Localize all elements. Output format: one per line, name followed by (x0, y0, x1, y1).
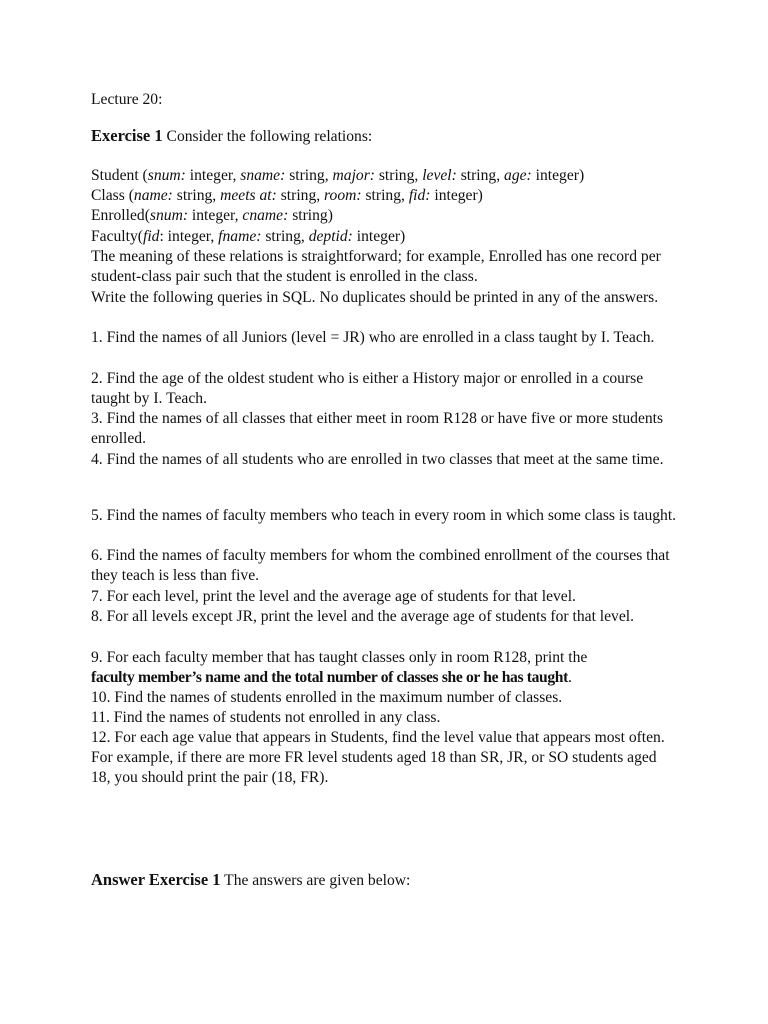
relation-student: Student (snum: integer, sname: string, major: string, level: string, age: integer) (91, 167, 585, 184)
relation-enrolled: Enrolled(snum: integer, cname: string) (91, 207, 333, 224)
relation-faculty: Faculty(fid: integer, fname: string, deptid: integer) (91, 228, 406, 245)
query-item-continuation (91, 668, 691, 688)
attr-name: snum: (147, 167, 186, 184)
attr-type: string, (285, 167, 333, 184)
answer-heading (91, 870, 691, 891)
attr-type: string, (276, 187, 325, 204)
attr-name: fid (142, 228, 160, 245)
attr-type: string, (374, 167, 423, 184)
attr-type: : integer, (159, 228, 219, 245)
attr-type: string, (172, 187, 221, 204)
paragraph-meaning: The meaning of these relations is straightforward; for example, Enrolled has one record per student-class pair such that the student is enrolled in the class. (91, 248, 661, 286)
lecture-title: Lecture 20: (91, 91, 163, 108)
attr-type: integer) (531, 167, 585, 184)
attr-name: room: (324, 187, 362, 204)
attr-name: sname: (240, 167, 286, 184)
attr-name: snum: (149, 207, 189, 224)
attr-type: integer, (185, 167, 241, 184)
relation-name: Class (91, 187, 125, 204)
attr-name: fid: (408, 187, 431, 204)
query-item: 9. For each faculty member that has taught classes only in room R128, print the (91, 649, 588, 666)
query-item: 7. For each level, print the level and the average age of students for that level. (91, 588, 576, 605)
attr-type: integer) (352, 228, 406, 245)
attr-name: name: (133, 187, 173, 204)
query9-bold-text: faculty member’s name and the total number of classes she or he has taught (91, 669, 568, 686)
attr-type: string, (261, 228, 309, 245)
answer-label: Answer Exercise 1 (91, 870, 221, 889)
query-item: 11. Find the names of students not enrolled in any class. (91, 709, 441, 726)
query-item: 5. Find the names of faculty members who teach in every room in which some class is taught. (91, 507, 677, 524)
query-item: 12. For each age value that appears in Students, find the level value that appears most often. For example, if there are more FR level students aged 18 than SR, JR, or SO students aged 18, you should print the pair (18, FR). (91, 729, 665, 787)
relation-name: Enrolled (91, 207, 145, 224)
query-item: 6. Find the names of faculty members for whom the combined enrollment of the courses that they teach is less than five. (91, 547, 670, 585)
relation-class: Class (name: string, meets at: string, room: string, fid: integer) (91, 187, 483, 204)
relation-name: Student (91, 167, 139, 184)
attr-name: major: (332, 167, 375, 184)
exercise-heading (91, 126, 691, 147)
exercise-intro: Consider the following relations: (162, 128, 373, 145)
attr-name: age: (504, 167, 532, 184)
query-item: 10. Find the names of students enrolled in the maximum number of classes. (91, 689, 563, 706)
attr-type: integer, (188, 207, 243, 224)
query-item: 2. Find the age of the oldest student who is either a History major or enrolled in a course taught by I. Teach. (91, 370, 644, 408)
exercise-label: Exercise 1 (91, 126, 163, 145)
query-item: 3. Find the names of all classes that either meet in room R128 or have five or more students enrolled. (91, 410, 664, 448)
attr-name: fname: (218, 228, 262, 245)
attr-type: integer) (430, 187, 483, 204)
attr-type: string) (288, 207, 333, 224)
relation-name: Faculty (91, 228, 138, 245)
query-item: 8. For all levels except JR, print the level and the average age of students for that level. (91, 608, 635, 625)
query-item: 4. Find the names of all students who are enrolled in two classes that meet at the same time. (91, 451, 664, 468)
attr-name: level: (422, 167, 457, 184)
attr-name: cname: (242, 207, 289, 224)
query-item: 1. Find the names of all Juniors (level = JR) who are enrolled in a class taught by I. Teach. (91, 329, 655, 346)
attr-type: string, (361, 187, 409, 204)
attr-type: string, (456, 167, 505, 184)
attr-name: meets at: (220, 187, 277, 204)
paragraph-instructions: Write the following queries in SQL. No duplicates should be printed in any of the answers. (91, 289, 659, 306)
answer-text: The answers are given below: (220, 872, 411, 889)
attr-name: deptid: (308, 228, 353, 245)
query9-end: . (567, 669, 572, 686)
